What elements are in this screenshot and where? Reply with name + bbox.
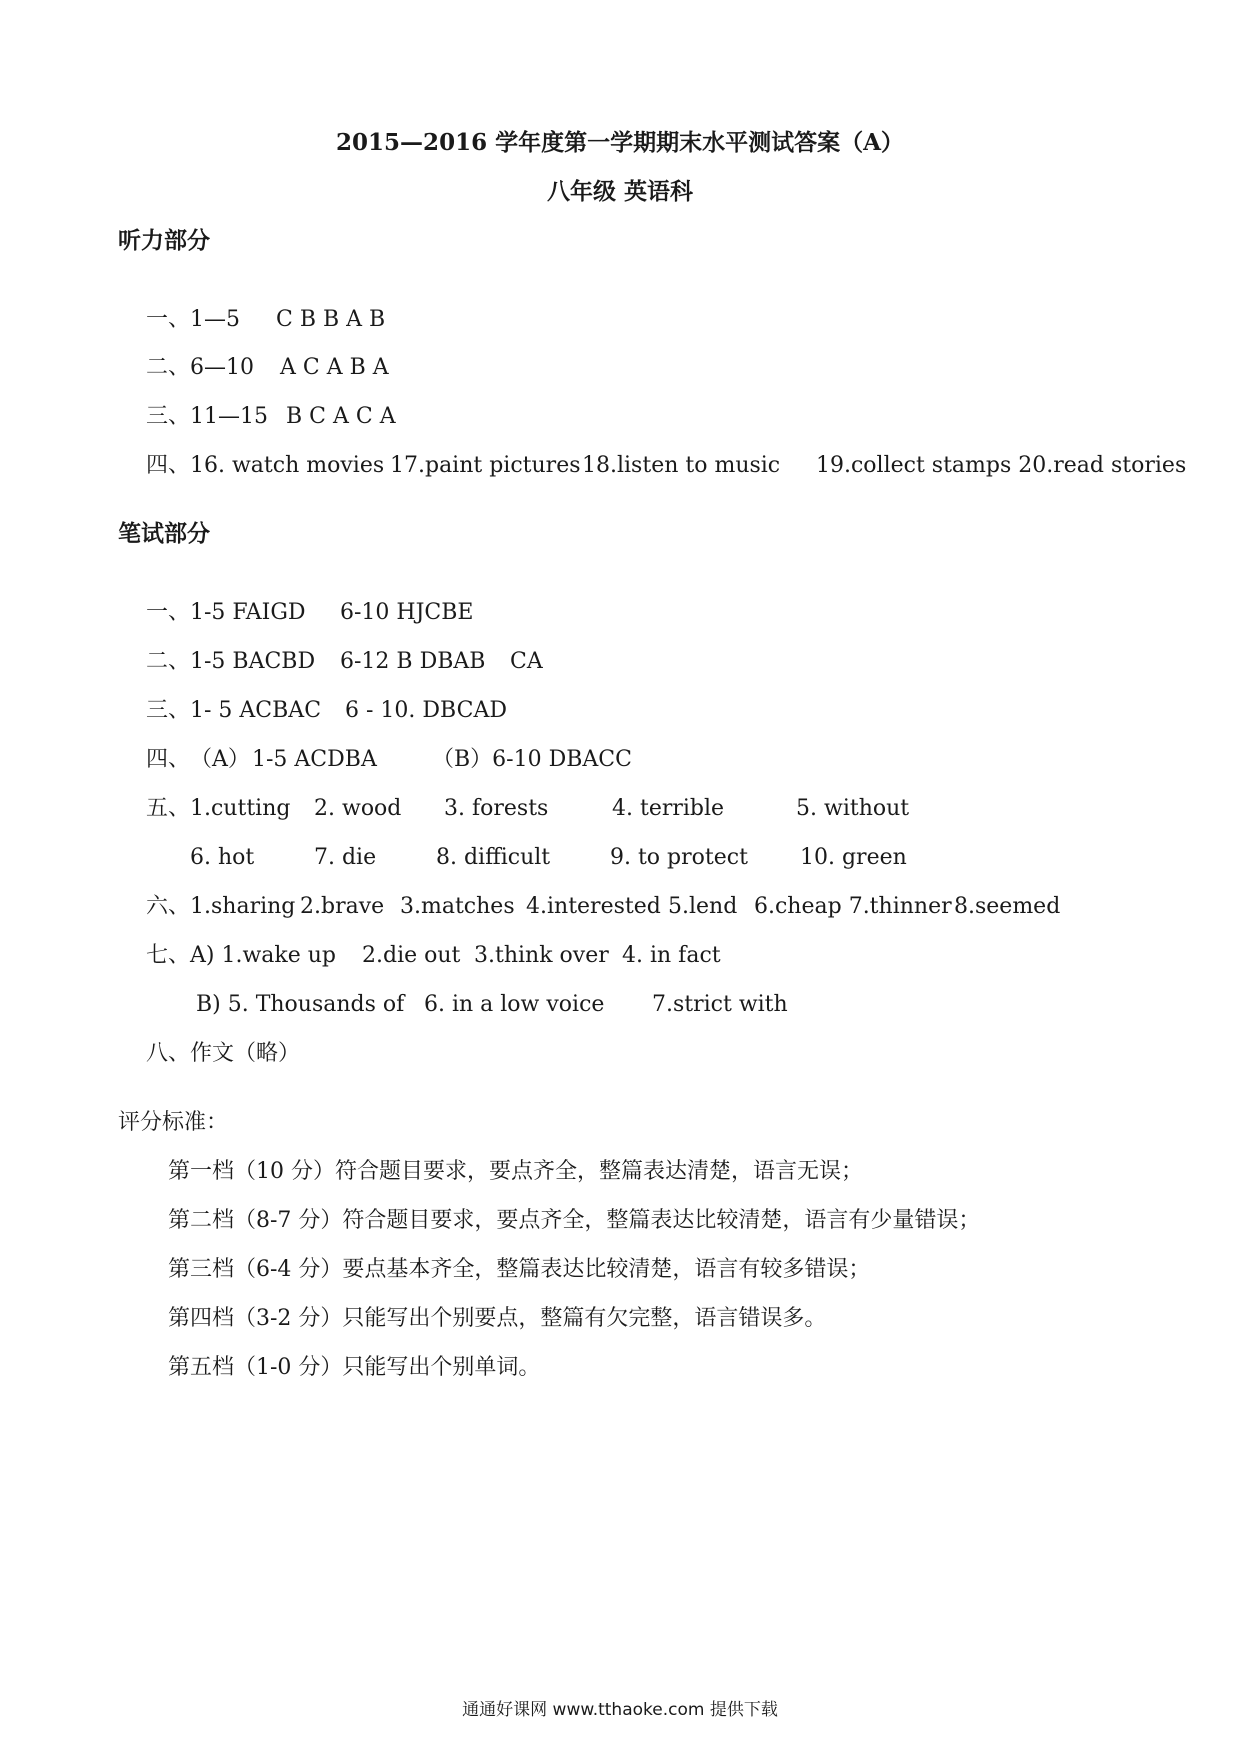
answer-text: 6-10 HJCBE [340,600,474,625]
answer-text: 1.cutting [190,796,291,821]
scoring-level-5: 第五档（1-0 分）只能写出个别单词。 [168,1355,541,1380]
answer-text: 8.seemed [954,894,1061,919]
answer-text: C B B A B [276,307,386,332]
footer-credit: 通通好课网 www.tthaoke.com 提供下载 [462,1700,778,1720]
answer-text: 6. hot [189,845,255,870]
answer-text: 作文（略） [190,1041,301,1066]
answer-text: 3.matches [400,894,515,919]
answer-text: 4. terrible [612,796,725,821]
written-heading: 笔试部分 [118,520,210,547]
answer-text: 1.sharing [190,894,296,919]
answer-range: 11—15 [190,404,268,429]
line-label: 二、 [145,649,190,674]
answer-text: 1-5 ACDBA [252,747,377,772]
line-label: 四、 [145,747,190,772]
answer-text: 7.strict with [651,992,788,1017]
listening-heading: 听力部分 [118,227,210,254]
answer-text: 1- 5 ACBAC [190,698,322,723]
line-label: 一、 [145,600,190,625]
line-label: 一、 [145,307,190,332]
document-subtitle: 八年级 英语科 [546,178,693,205]
line-label: 四、 [145,453,190,478]
line-label: 八、 [145,1041,190,1066]
line-label: 七、 [145,943,190,968]
answer-text: 2.die out [362,943,461,968]
answer-text: 2. wood [314,796,402,821]
answer-text: （B）6-10 DBACC [432,747,632,772]
answer-text: 6.cheap 7.thinner [754,894,952,919]
scoring-level-1: 第一档（10 分）符合题目要求，要点齐全，整篇表达清楚，语言无误； [168,1159,863,1184]
answer-text: 3.think over [474,943,609,968]
line-label: 五、 [145,796,190,821]
answer-text: 2.brave [300,894,385,919]
answer-text: 6. in a low voice [423,992,605,1017]
answer-text: 19.collect stamps 20.read stories [816,453,1187,478]
line-label: 三、 [145,404,190,429]
answer-text: A) 1.wake up [190,943,336,968]
answer-text: 16. watch movies [190,453,385,478]
scoring-level-2: 第二档（8-7 分）符合题目要求，要点齐全，整篇表达比较清楚，语言有少量错误； [168,1208,981,1233]
scoring-level-3: 第三档（6-4 分）要点基本齐全，整篇表达比较清楚，语言有较多错误； [168,1257,871,1282]
answer-text: 9. to protect [609,845,748,870]
answer-text: CA [510,649,543,674]
answer-text: 1-5 FAIGD [190,600,306,625]
answer-text: 18.listen to music [582,453,781,478]
answer-text: A C A B A [280,355,389,380]
answer-text: 1-5 BACBD [190,649,316,674]
answer-range: 1—5 [190,307,240,332]
written-line-10 [118,1009,300,1099]
answer-text: 4.interested [526,894,661,919]
answer-text: 10. green [799,845,907,870]
answer-text: 7. die [313,845,377,870]
answer-text: 6-12 B DBAB [340,649,486,674]
scoring-heading: 评分标准： [118,1110,229,1135]
answer-text: 5.lend [668,894,738,919]
answer-text: 8. difficult [435,845,551,870]
scoring-level-4: 第四档（3-2 分）只能写出个别要点，整篇有欠完整，语言错误多。 [168,1306,827,1331]
answer-text: 5. without [796,796,910,821]
answer-text: 3. forests [444,796,549,821]
answer-text: 4. in fact [622,943,721,968]
answer-text: （A） [190,747,250,772]
answer-text: B C A C A [286,404,396,429]
answer-range: 6—10 [190,355,254,380]
line-label: 三、 [145,698,190,723]
answer-text: 17.paint pictures [390,453,581,478]
line-label: 二、 [145,355,190,380]
line-label: 六、 [145,894,190,919]
answer-text: 6 - 10. DBCAD [345,698,507,723]
document-title: 2015—2016 学年度第一学期期末水平测试答案（A） [336,129,904,156]
answer-text: B) 5. Thousands of [195,992,405,1017]
listening-line-4 [118,421,1186,511]
